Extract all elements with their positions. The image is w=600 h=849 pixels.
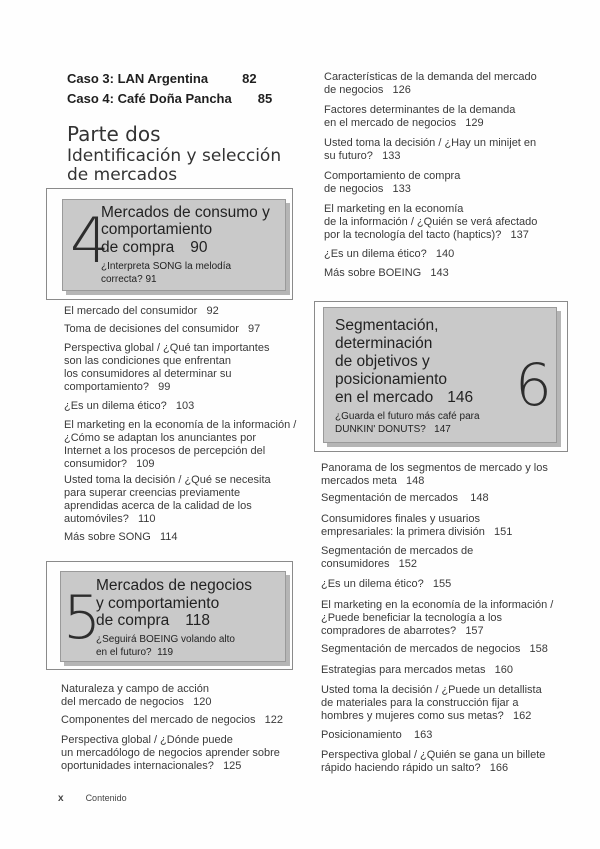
chapter-6-title-line4: posicionamiento bbox=[335, 371, 448, 388]
chapter-5-title-line3: de compra 118 bbox=[96, 612, 210, 629]
page-number: x bbox=[58, 793, 64, 804]
toc-entry[interactable]: Más sobre SONG 114 bbox=[64, 531, 178, 543]
toc-entry[interactable]: Panorama de los segmentos de mercado y los mercados meta 148 bbox=[321, 462, 548, 487]
chapter-6-title-line1: Segmentación, bbox=[335, 317, 439, 334]
toc-entry[interactable]: Perspectiva global / ¿Dónde puede un mercadólogo de negocios aprender sobre oportunidades internacionales? 125 bbox=[61, 734, 280, 772]
case-4: Caso 4: Café Doña Pancha 85 bbox=[67, 91, 273, 106]
toc-entry[interactable]: El mercado del consumidor 92 bbox=[64, 305, 219, 317]
chapter-6-title-line2: determinación bbox=[335, 335, 433, 352]
chapter-4-case-line1: ¿Interpreta SONG la melodía bbox=[101, 261, 232, 272]
chapter-4-title-line3: de compra 90 bbox=[101, 239, 208, 256]
toc-entry[interactable]: Usted toma la decisión / ¿Hay un minijet en su futuro? 133 bbox=[324, 137, 537, 162]
part-subtitle-line2: de mercados bbox=[67, 165, 178, 185]
toc-entry[interactable]: Más sobre BOEING 143 bbox=[324, 267, 449, 279]
toc-entry[interactable]: Perspectiva global / ¿Quién se gana un billete rápido haciendo rápido un salto? 166 bbox=[321, 749, 546, 774]
chapter-6-number: 6 bbox=[515, 351, 552, 419]
chapter-4-number: 4 bbox=[70, 204, 110, 277]
toc-entry[interactable]: Posicionamiento 163 bbox=[321, 729, 433, 741]
toc-entry[interactable]: El marketing en la economía de la información / ¿Puede beneficiar la tecnología a los compradores de abarrotes? 157 bbox=[321, 599, 554, 637]
toc-entry[interactable]: El marketing en la economía de la información / ¿Quién se verá afectado por la tecnología del tacto (haptics)? 137 bbox=[324, 203, 538, 241]
chapter-5-case-line2: en el futuro? 119 bbox=[96, 647, 174, 658]
chapter-6-title-line5: en el mercado 146 bbox=[335, 389, 474, 406]
toc-entry[interactable]: El marketing en la economía de la información / ¿Cómo se adaptan los anunciantes por Internet a los procesos de percepción del consumidor? 109 bbox=[64, 419, 297, 470]
toc-entry[interactable]: Características de la demanda del mercado de negocios 126 bbox=[324, 71, 537, 96]
toc-entry[interactable]: Segmentación de mercados 148 bbox=[321, 492, 489, 504]
chapter-5-title-line2: y comportamiento bbox=[96, 595, 220, 612]
page-footer bbox=[58, 793, 127, 804]
part-title: Parte dos bbox=[67, 122, 161, 146]
chapter-6-case-line2: DUNKIN' DONUTS? 147 bbox=[335, 424, 451, 435]
toc-entry[interactable]: Usted toma la decisión / ¿Puede un detallista de materiales para la construcción fijar a hombres y mujeres como sus metas? 162 bbox=[321, 684, 542, 722]
toc-entry[interactable]: ¿Es un dilema ético? 155 bbox=[321, 578, 452, 590]
part-subtitle-line1: Identificación y selección bbox=[67, 146, 282, 166]
toc-entry[interactable]: Factores determinantes de la demanda en el mercado de negocios 129 bbox=[324, 104, 516, 129]
footer-label: Contenido bbox=[85, 793, 127, 803]
chapter-4-title-line1: Mercados de consumo y bbox=[101, 204, 270, 221]
chapter-5-number: 5 bbox=[63, 583, 102, 653]
toc-entry[interactable]: ¿Es un dilema ético? 103 bbox=[64, 400, 195, 412]
toc-entry[interactable]: Segmentación de mercados de negocios 158 bbox=[321, 643, 548, 655]
chapter-5-title-line1: Mercados de negocios bbox=[96, 577, 252, 594]
case-3: Caso 3: LAN Argentina 82 bbox=[67, 71, 257, 86]
chapter-5-case-line1: ¿Seguirá BOEING volando alto bbox=[96, 634, 235, 645]
toc-entry[interactable]: Toma de decisiones del consumidor 97 bbox=[64, 323, 261, 335]
toc-entry[interactable]: Usted toma la decisión / ¿Qué se necesita para superar creencias previamente aprendidas acerca de la calidad de los automóviles? 110 bbox=[64, 474, 271, 525]
toc-entry[interactable]: ¿Es un dilema ético? 140 bbox=[324, 248, 455, 260]
toc-entry[interactable]: Estrategias para mercados metas 160 bbox=[321, 664, 513, 676]
toc-entry[interactable]: Comportamiento de compra de negocios 133 bbox=[324, 170, 461, 195]
chapter-4-case-line2: correcta? 91 bbox=[101, 274, 157, 285]
toc-entry[interactable]: Consumidores finales y usuarios empresariales: la primera división 151 bbox=[321, 513, 513, 538]
toc-entry[interactable]: Componentes del mercado de negocios 122 bbox=[61, 714, 283, 726]
chapter-6-title-line3: de objetivos y bbox=[335, 353, 430, 370]
chapter-4-title-line2: comportamiento bbox=[101, 221, 213, 238]
toc-entry[interactable]: Segmentación de mercados de consumidores 152 bbox=[321, 545, 474, 570]
toc-entry[interactable]: Naturaleza y campo de acción del mercado de negocios 120 bbox=[61, 683, 212, 708]
toc-entry[interactable]: Perspectiva global / ¿Qué tan importantes son las condiciones que enfrentan los consumidores al determinar su comportamiento? 99 bbox=[64, 342, 270, 393]
chapter-6-case-line1: ¿Guarda el futuro más café para bbox=[335, 411, 480, 422]
